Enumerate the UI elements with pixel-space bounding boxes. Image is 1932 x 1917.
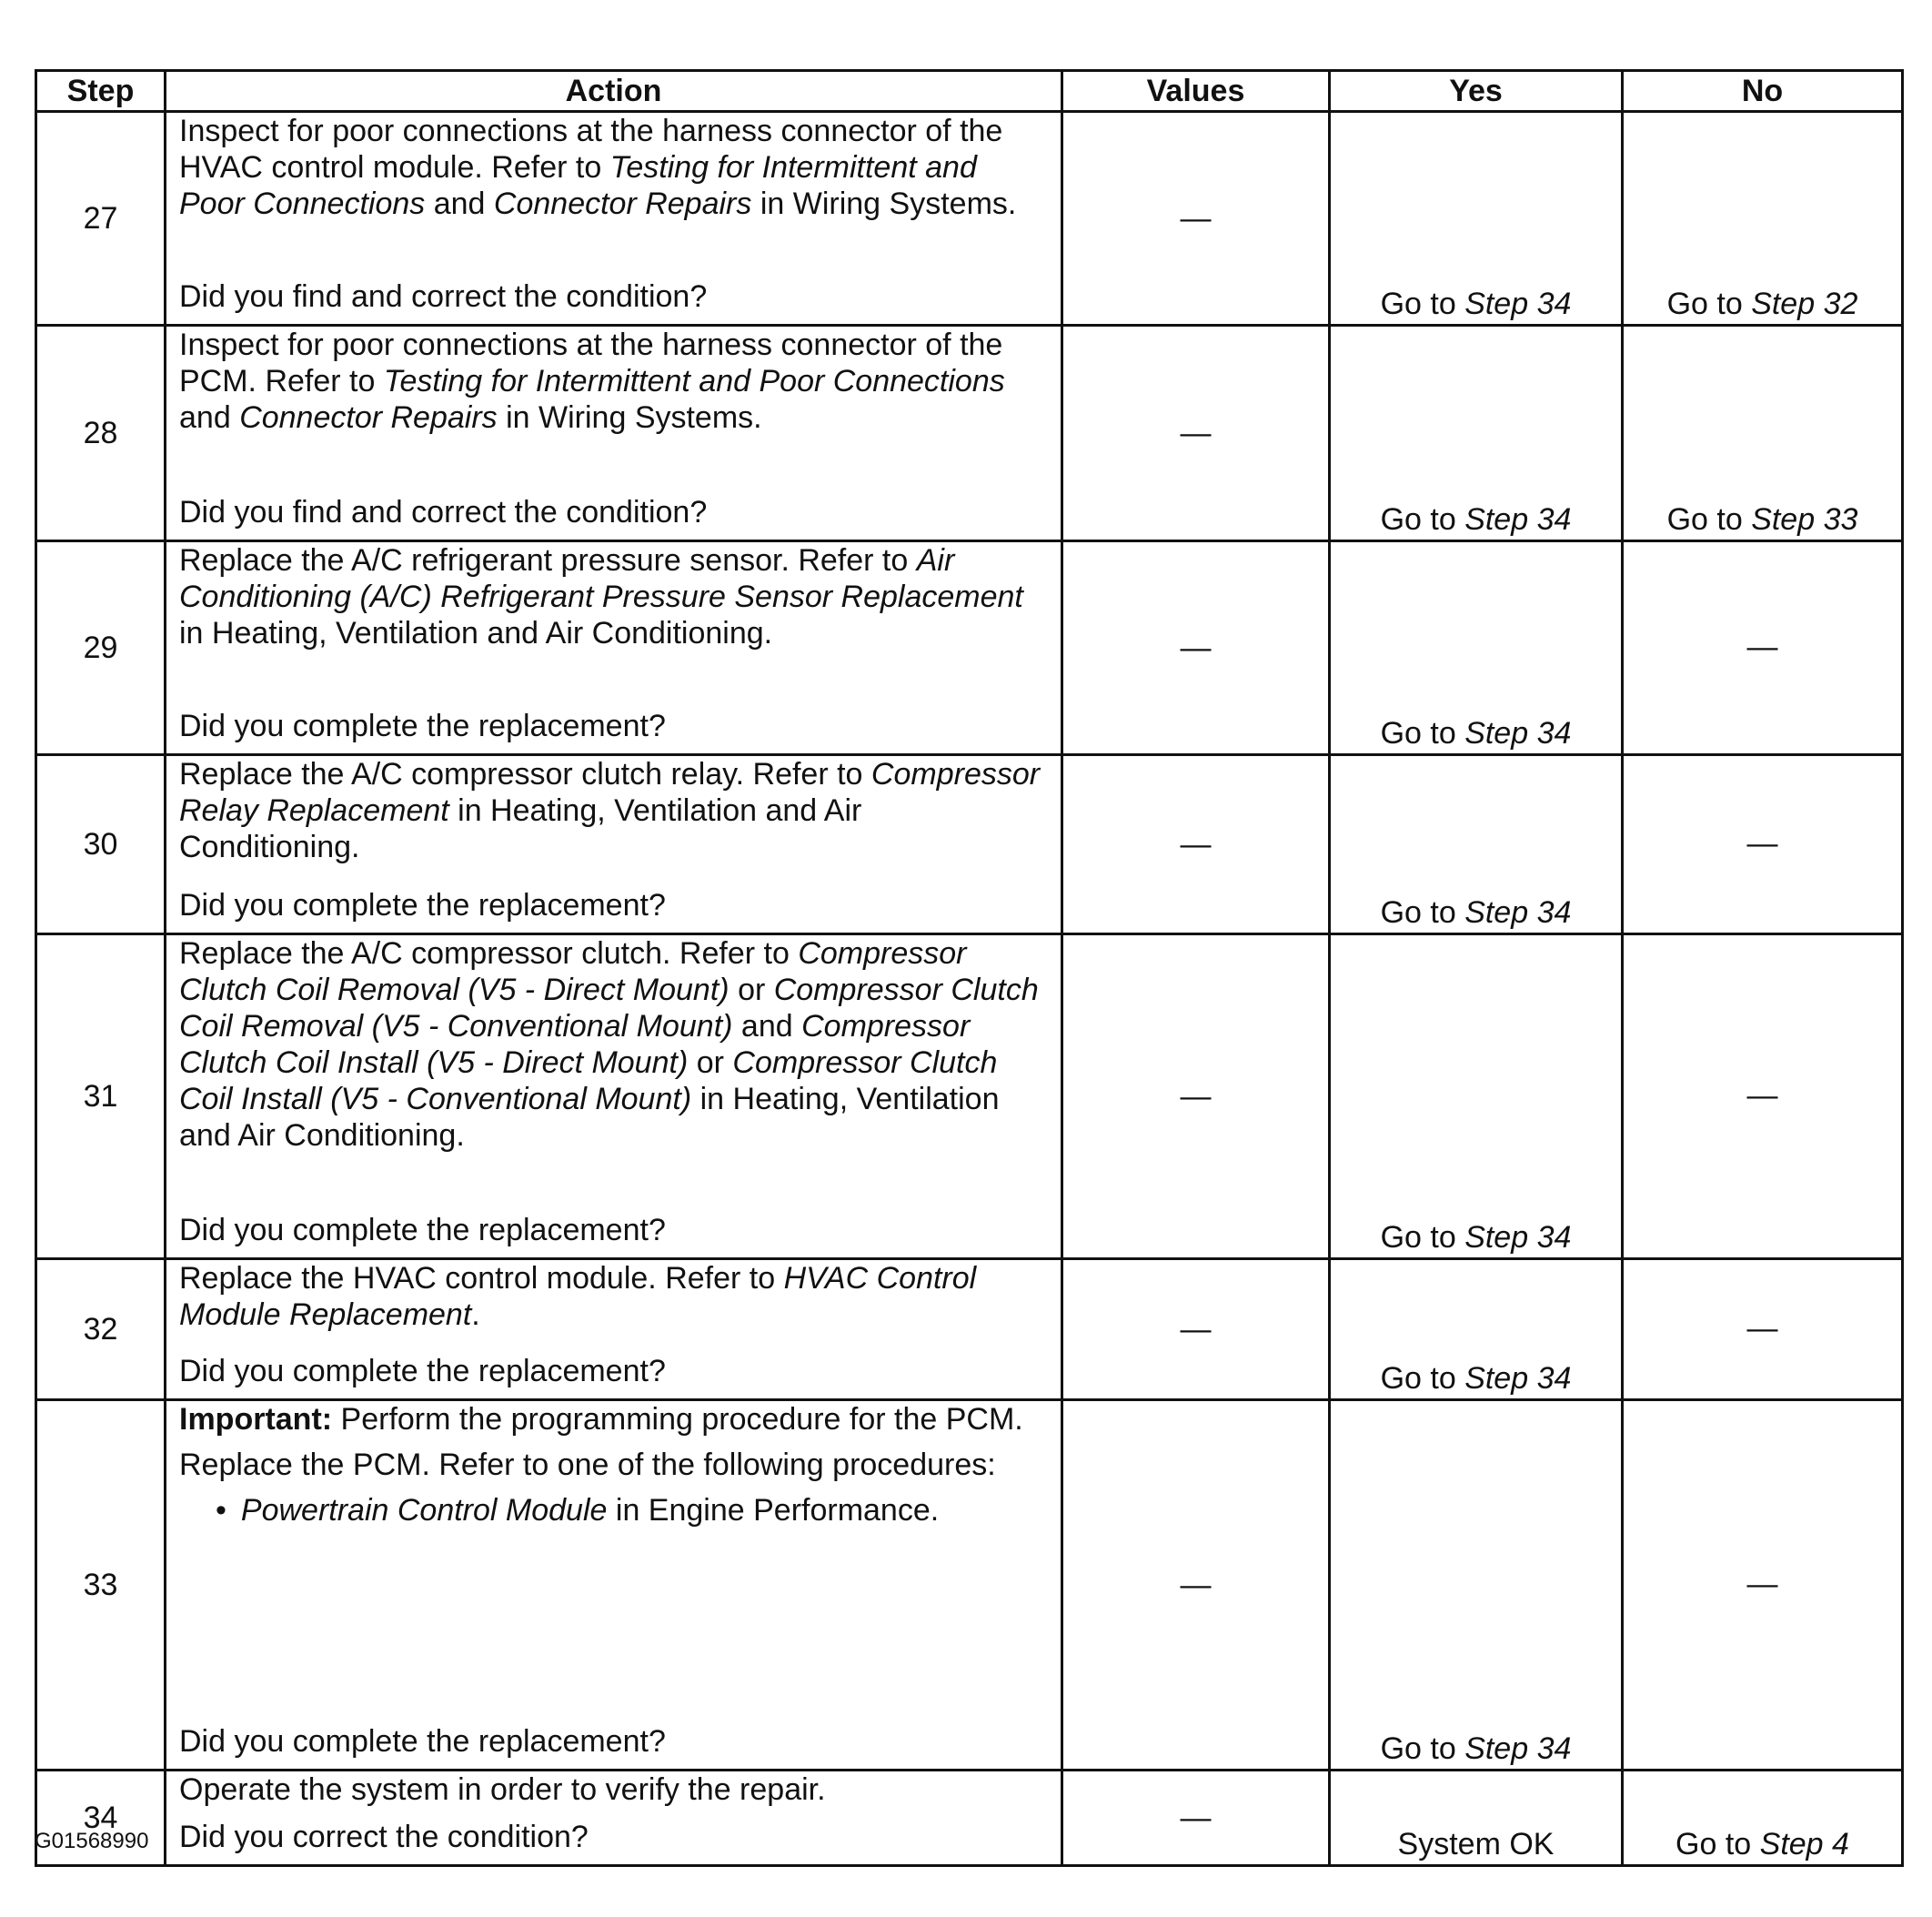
reference-link[interactable]: Compressor Clutch Coil Removal (V5 - Conventional Mount) — [179, 973, 1039, 1044]
action-cell — [166, 541, 1062, 755]
reference-link[interactable]: Testing for Intermittent and Poor Connections — [179, 150, 977, 221]
yes-text: Go to — [1380, 1220, 1465, 1255]
reference-link[interactable]: Powertrain Control Module — [240, 1493, 608, 1528]
procedure-item — [216, 1492, 1050, 1529]
yes-text: Go to — [1380, 895, 1465, 930]
yes-text: Go to — [1380, 1731, 1465, 1766]
no-cell — [1623, 1400, 1903, 1771]
action-instructions — [179, 542, 1050, 661]
reference-link[interactable]: Compressor Relay Replacement — [179, 757, 1041, 828]
action-cell — [166, 112, 1062, 326]
step-number: 30 — [36, 755, 166, 934]
table-row — [36, 1771, 1903, 1866]
table-row — [36, 1400, 1903, 1771]
action-content — [179, 1771, 1050, 1855]
action-question: Did you complete the replacement? — [179, 1354, 666, 1388]
text-run: in Heating, Ventilation and Air Conditioning. — [179, 793, 862, 864]
action-content — [179, 1260, 1050, 1389]
yes-text: Go to — [1380, 287, 1465, 321]
text-run: Operate the system in order to verify the repair. — [179, 1772, 826, 1807]
action-instructions — [179, 113, 1050, 231]
header-values: Values — [1062, 71, 1330, 112]
action-cell — [166, 1771, 1062, 1866]
action-content — [179, 935, 1050, 1248]
reference-link[interactable]: Connector Repairs — [239, 400, 498, 435]
reference-link[interactable]: Compressor Clutch Coil Removal (V5 - Direct Mount) — [179, 936, 967, 1007]
yes-cell — [1330, 1771, 1623, 1866]
step-number: 28 — [36, 326, 166, 541]
yes-cell — [1330, 112, 1623, 326]
action-question: Did you find and correct the condition? — [179, 495, 708, 530]
action-text — [179, 542, 1050, 651]
action-instructions — [179, 756, 1050, 874]
text-run: . — [471, 1297, 480, 1332]
no-dash: — — [1746, 826, 1778, 861]
action-text — [179, 756, 1050, 865]
values-cell — [1062, 1771, 1330, 1866]
values-cell — [1062, 1259, 1330, 1400]
yes-step-link[interactable]: Step 34 — [1464, 716, 1572, 751]
yes-step-link[interactable]: Step 34 — [1464, 1361, 1572, 1396]
action-cell — [166, 755, 1062, 934]
action-instructions — [179, 327, 1050, 445]
text-run: in Heating, Ventilation and Air Conditioning. — [179, 616, 773, 651]
action-question: Did you complete the replacement? — [179, 1724, 666, 1759]
text-run: in Heating, Ventilation and Air Conditioning. — [179, 1082, 1000, 1153]
values-cell — [1062, 326, 1330, 541]
table-row — [36, 1259, 1903, 1400]
action-cell — [166, 934, 1062, 1259]
text-run: Inspect for poor connections at the harness connector of the PCM. Refer to — [179, 328, 1003, 399]
table-row — [36, 541, 1903, 755]
no-cell — [1623, 541, 1903, 755]
values-dash: — — [1180, 416, 1212, 450]
header-no: No — [1623, 71, 1903, 112]
values-cell — [1062, 755, 1330, 934]
values-dash: — — [1180, 1312, 1212, 1347]
action-cell — [166, 1400, 1062, 1771]
no-cell — [1623, 326, 1903, 541]
action-content — [179, 1401, 1050, 1760]
no-cell — [1623, 1771, 1903, 1866]
figure-id: G01568990 — [35, 1829, 149, 1853]
action-content — [179, 542, 1050, 744]
no-text: Go to — [1675, 1827, 1760, 1862]
no-dash: — — [1746, 1311, 1778, 1346]
yes-cell — [1330, 934, 1623, 1259]
no-cell — [1623, 934, 1903, 1259]
procedure-list — [216, 1492, 1050, 1529]
action-question: Did you complete the replacement? — [179, 1213, 666, 1247]
table-header-row — [36, 71, 1903, 112]
action-content — [179, 756, 1050, 923]
values-dash: — — [1180, 1801, 1212, 1835]
no-text: Go to — [1666, 287, 1752, 321]
table-row — [36, 112, 1903, 326]
step-number: 32 — [36, 1259, 166, 1400]
no-dash: — — [1746, 1567, 1778, 1601]
action-text — [179, 1447, 1050, 1483]
action-question: Did you correct the condition? — [179, 1820, 589, 1854]
yes-cell — [1330, 1259, 1623, 1400]
header-yes: Yes — [1330, 71, 1623, 112]
yes-step-link[interactable]: Step 34 — [1464, 1220, 1572, 1255]
values-dash: — — [1180, 631, 1212, 665]
values-cell — [1062, 1400, 1330, 1771]
yes-text: System OK — [1397, 1827, 1555, 1862]
action-question: Did you find and correct the condition? — [179, 279, 708, 314]
yes-cell — [1330, 541, 1623, 755]
values-dash: — — [1180, 1568, 1212, 1602]
header-action: Action — [166, 71, 1062, 112]
text-run: in Wiring Systems. — [497, 400, 762, 435]
yes-text: Go to — [1380, 716, 1465, 751]
text-run: Replace the PCM. Refer to one of the following procedures: — [179, 1448, 996, 1482]
text-run: in Wiring Systems. — [751, 187, 1017, 221]
text-run: in Engine Performance. — [607, 1493, 940, 1528]
action-content — [179, 113, 1050, 315]
yes-step-link[interactable]: Step 34 — [1464, 1731, 1572, 1766]
yes-text: Go to — [1380, 502, 1465, 537]
yes-step-link[interactable]: Step 34 — [1464, 502, 1572, 537]
step-number: 34 — [36, 1771, 166, 1866]
values-cell — [1062, 112, 1330, 326]
table-row — [36, 934, 1903, 1259]
action-text — [179, 1260, 1050, 1333]
action-cell — [166, 326, 1062, 541]
yes-text: Go to — [1380, 1361, 1465, 1396]
important-label: Important: — [179, 1402, 333, 1437]
action-question: Did you complete the replacement? — [179, 709, 666, 743]
action-text — [179, 327, 1050, 436]
values-dash: — — [1180, 1079, 1212, 1114]
text-run: and — [179, 400, 240, 435]
step-number: 31 — [36, 934, 166, 1259]
diagnostic-table-sheet — [35, 69, 1901, 1867]
action-text — [179, 113, 1050, 222]
reference-link[interactable]: Compressor Clutch Coil Install (V5 - Conventional Mount) — [179, 1045, 998, 1116]
reference-link[interactable]: HVAC Control Module Replacement — [179, 1261, 977, 1332]
diagnostic-table — [35, 69, 1904, 1867]
step-number: 29 — [36, 541, 166, 755]
yes-cell — [1330, 755, 1623, 934]
values-cell — [1062, 541, 1330, 755]
yes-cell — [1330, 326, 1623, 541]
table-row — [36, 326, 1903, 541]
action-instructions — [179, 1401, 1050, 1529]
yes-step-link[interactable]: Step 34 — [1464, 895, 1572, 930]
text-run: Inspect for poor connections at the harness connector of the HVAC control module. Refer to — [179, 114, 1003, 185]
no-cell — [1623, 755, 1903, 934]
table-row — [36, 755, 1903, 934]
no-step-link[interactable]: Step 33 — [1751, 502, 1858, 537]
text-run: or — [688, 1045, 733, 1080]
no-text: Go to — [1666, 502, 1752, 537]
action-text — [179, 1771, 1050, 1808]
text-run: Replace the A/C compressor clutch relay. Refer to — [179, 757, 871, 792]
values-dash: — — [1180, 827, 1212, 862]
reference-link[interactable]: Connector Repairs — [493, 187, 752, 221]
reference-link[interactable]: Air Conditioning (A/C) Refrigerant Pressure Sensor Replacement — [179, 543, 1023, 614]
text-run: Replace the HVAC control module. Refer to — [179, 1261, 784, 1296]
no-dash: — — [1746, 1078, 1778, 1113]
text-run: or — [729, 973, 774, 1007]
text-run: Replace the A/C compressor clutch. Refer to — [179, 936, 799, 971]
action-content — [179, 327, 1050, 530]
no-step-link[interactable]: Step 32 — [1751, 287, 1858, 321]
yes-step-link[interactable]: Step 34 — [1464, 287, 1572, 321]
action-instructions — [179, 935, 1050, 1163]
action-cell — [166, 1259, 1062, 1400]
important-note — [179, 1401, 1050, 1438]
table-body — [36, 112, 1903, 1866]
action-text — [179, 935, 1050, 1154]
step-number: 33 — [36, 1400, 166, 1771]
reference-link[interactable]: Testing for Intermittent and Poor Connections — [383, 364, 1005, 399]
action-instructions — [179, 1260, 1050, 1342]
values-cell — [1062, 934, 1330, 1259]
header-step: Step — [36, 71, 166, 112]
no-dash: — — [1746, 630, 1778, 664]
text-run: and — [732, 1009, 802, 1044]
important-text: Perform the programming procedure for the PCM. — [332, 1402, 1023, 1437]
text-run: and — [425, 187, 494, 221]
reference-link[interactable]: Compressor Clutch Coil Install (V5 - Direct Mount) — [179, 1009, 971, 1080]
action-instructions — [179, 1771, 1050, 1817]
values-dash: — — [1180, 201, 1212, 236]
no-cell — [1623, 112, 1903, 326]
step-number: 27 — [36, 112, 166, 326]
yes-cell — [1330, 1400, 1623, 1771]
action-question: Did you complete the replacement? — [179, 888, 666, 923]
no-cell — [1623, 1259, 1903, 1400]
no-step-link[interactable]: Step 4 — [1759, 1827, 1849, 1862]
text-run: Replace the A/C refrigerant pressure sensor. Refer to — [179, 543, 917, 578]
